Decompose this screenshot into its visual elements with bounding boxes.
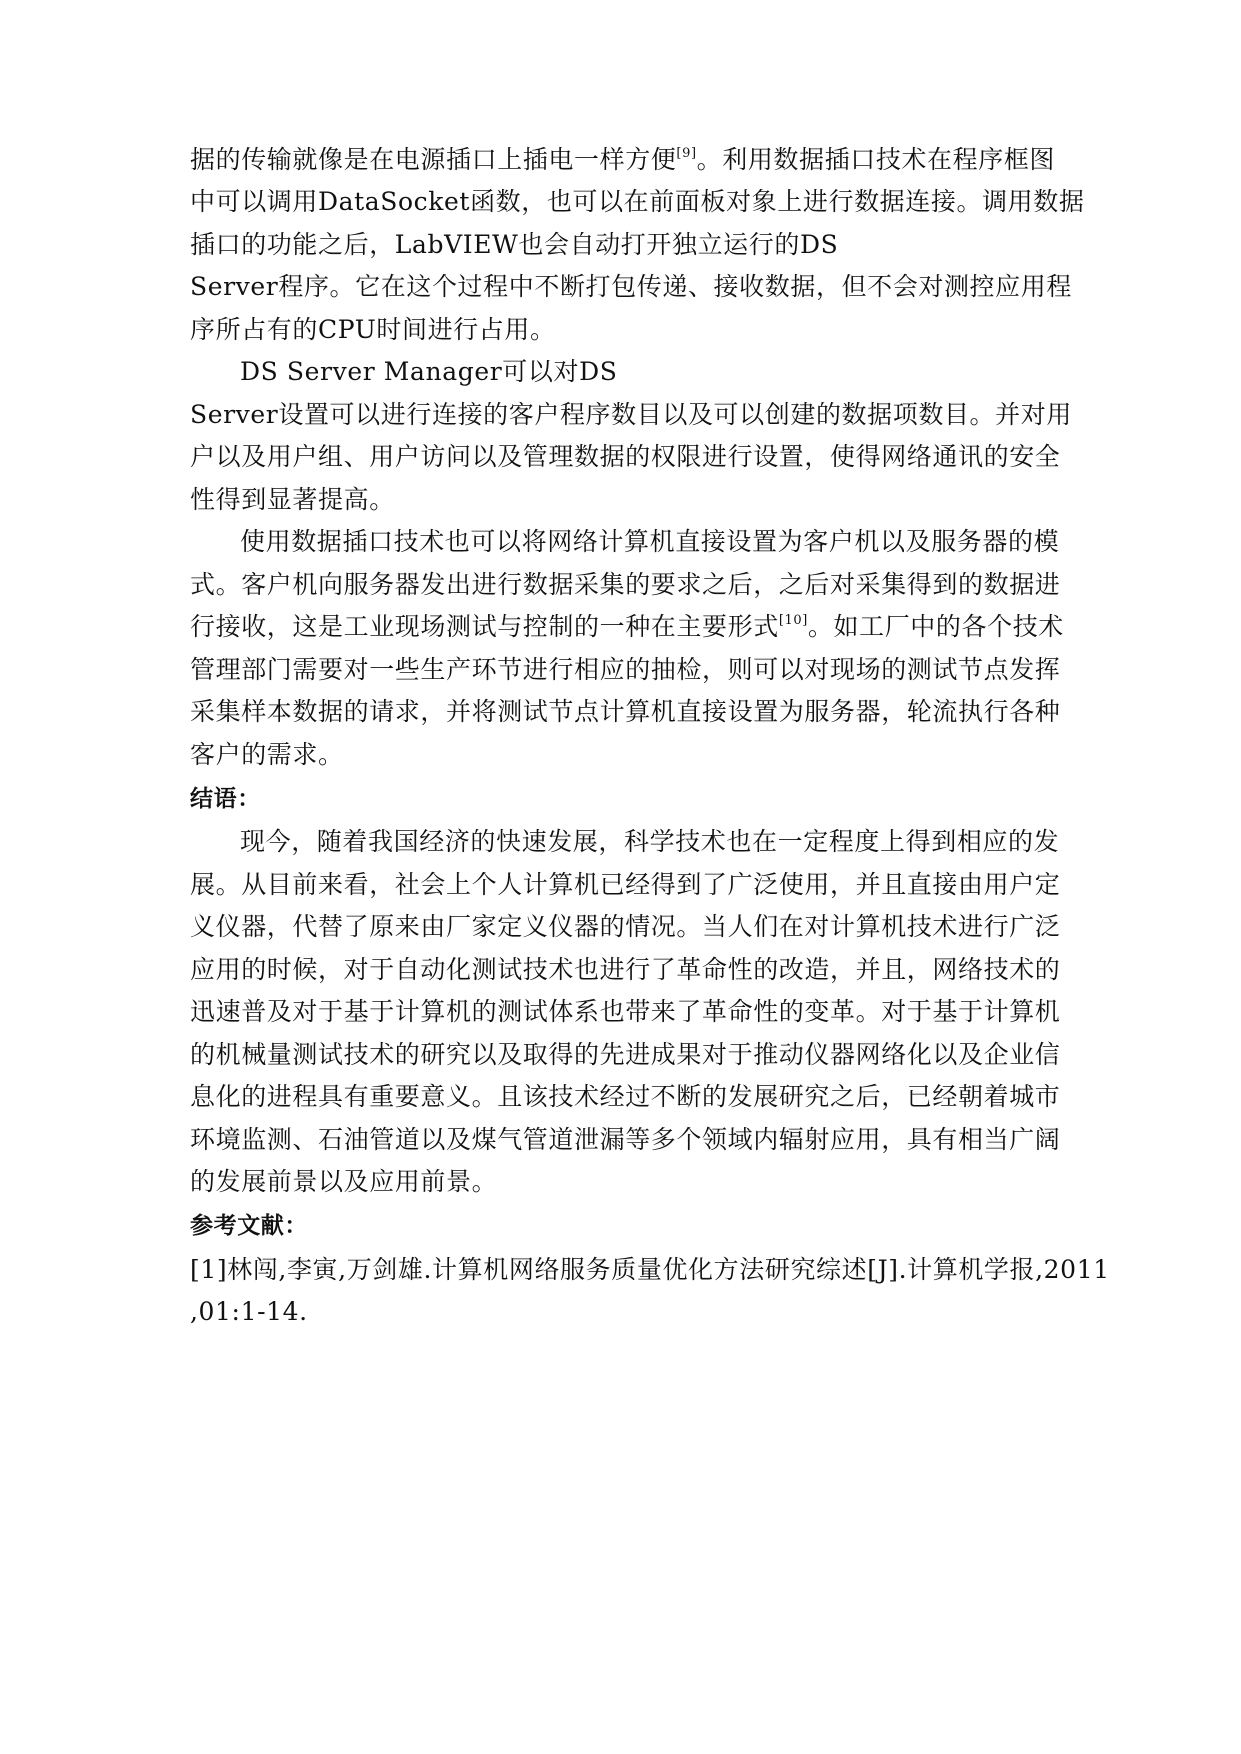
reference-entry-continued: ,01:1-14. xyxy=(190,1297,308,1326)
text-line: 性得到显著提高。 xyxy=(190,485,395,514)
text-segment: 行接收，这是工业现场测试与控制的一种在主要形式 xyxy=(190,612,779,641)
text-line: Server程序。它在这个过程中不断打包传递、接收数据，但不会对测控应用程 xyxy=(190,272,1072,301)
text-line: 现今，随着我国经济的快速发展，科学技术也在一定程度上得到相应的发 xyxy=(240,827,1060,856)
text-line: 采集样本数据的请求，并将测试节点计算机直接设置为服务器，轮流执行各种 xyxy=(190,697,1061,726)
text-segment: 。如工厂中的各个技术 xyxy=(807,612,1064,641)
text-line: 的发展前景以及应用前景。 xyxy=(190,1167,498,1196)
section-heading-references: 参考文献： xyxy=(190,1213,308,1239)
text-line: 的机械量测试技术的研究以及取得的先进成果对于推动仪器网络化以及企业信 xyxy=(190,1040,1061,1069)
text-line: 户以及用户组、用户访问以及管理数据的权限进行设置，使得网络通讯的安全 xyxy=(190,442,1061,471)
text-line: 义仪器，代替了原来由厂家定义仪器的情况。当人们在对计算机技术进行广泛 xyxy=(190,912,1061,941)
text-line: 序所占有的CPU时间进行占用。 xyxy=(190,315,556,344)
text-line: 式。客户机向服务器发出进行数据采集的要求之后，之后对采集得到的数据进 xyxy=(190,570,1061,599)
text-segment: 。利用数据插口技术在程序框图 xyxy=(696,145,1056,174)
text-line: 迅速普及对于基于计算机的测试体系也带来了革命性的变革。对于基于计算机 xyxy=(190,997,1061,1026)
text-line: 应用的时候，对于自动化测试技术也进行了革命性的改造，并且，网络技术的 xyxy=(190,955,1061,984)
text-segment: 据的传输就像是在电源插口上插电一样方便 xyxy=(190,145,677,174)
text-line: 插口的功能之后，LabVIEW也会自动打开独立运行的DS xyxy=(190,230,839,259)
text-line: 使用数据插口技术也可以将网络计算机直接设置为客户机以及服务器的模 xyxy=(240,527,1060,556)
text-line: 客户的需求。 xyxy=(190,740,344,769)
text-line xyxy=(190,612,1064,642)
citation-ref[interactable]: [9] xyxy=(676,146,697,161)
text-line: 环境监测、石油管道以及煤气管道泄漏等多个领域内辐射应用，具有相当广阔 xyxy=(190,1125,1061,1154)
reference-entry: [1]林闯,李寅,万剑雄.计算机网络服务质量优化方法研究综述[J].计算机学报,2011 xyxy=(190,1255,1110,1284)
citation-ref[interactable]: [10] xyxy=(778,613,808,628)
text-line xyxy=(190,145,1055,175)
text-line: 管理部门需要对一些生产环节进行相应的抽检，则可以对现场的测试节点发挥 xyxy=(190,655,1061,684)
section-heading-conclusion: 结语： xyxy=(190,786,261,812)
text-line: Server设置可以进行连接的客户程序数目以及可以创建的数据项数目。并对用 xyxy=(190,400,1072,429)
text-line: 息化的进程具有重要意义。且该技术经过不断的发展研究之后，已经朝着城市 xyxy=(190,1082,1061,1111)
text-line: DS Server Manager可以对DS xyxy=(240,357,618,386)
text-line: 中可以调用DataSocket函数，也可以在前面板对象上进行数据连接。调用数据 xyxy=(190,187,1085,216)
text-line: 展。从目前来看，社会上个人计算机已经得到了广泛使用，并且直接由用户定 xyxy=(190,870,1061,899)
